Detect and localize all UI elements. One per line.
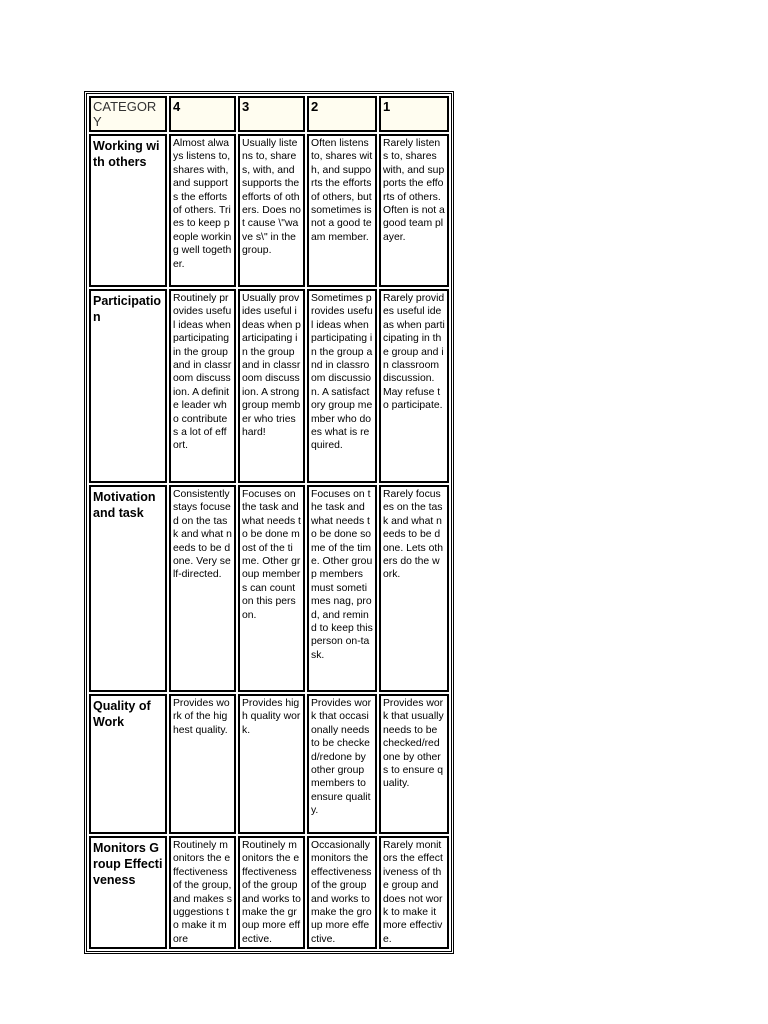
row-category: Motivation and task — [89, 485, 167, 692]
cell-level-2: Occasionally monitors the effectiveness of the group and works to make the group more effective. — [307, 836, 377, 949]
cell-level-3: Usually listens to, shares, with, and supports the efforts of others. Does not cause \"wave s\" in the group. — [238, 134, 305, 287]
cell-level-1: Rarely monitors the effectiveness of the group and does not work to make it more effective. — [379, 836, 449, 949]
cell-level-1: Provides work that usually needs to be checked/redone by others to ensure quality. — [379, 694, 449, 834]
row-category: Working with others — [89, 134, 167, 287]
cell-level-3: Focuses on the task and what needs to be done most of the time. Other group members can count on this person. — [238, 485, 305, 692]
table-row — [89, 485, 449, 692]
header-category: CATEGORY — [89, 96, 167, 132]
cell-level-1: Rarely provides useful ideas when participating in the group and in classroom discussion. May refuse to participate. — [379, 289, 449, 483]
header-row — [89, 96, 449, 132]
row-category: Participation — [89, 289, 167, 483]
cell-level-1: Rarely focuses on the task and what needs to be done. Lets others do the work. — [379, 485, 449, 692]
table-row — [89, 134, 449, 287]
cell-level-2: Sometimes provides useful ideas when participating in the group and in classroom discussion. A satisfactory group member who does what is required. — [307, 289, 377, 483]
cell-level-1: Rarely listens to, shares with, and supports the efforts of others. Often is not a good team player. — [379, 134, 449, 287]
cell-level-4: Consistently stays focused on the task and what needs to be done. Very self-directed. — [169, 485, 236, 692]
cell-level-3: Routinely monitors the effectiveness of the group and works to make the group more effective. — [238, 836, 305, 949]
table-row — [89, 694, 449, 834]
cell-level-2: Focuses on the task and what needs to be done some of the time. Other group members must sometimes nag, prod, and remind to keep this person on-task. — [307, 485, 377, 692]
cell-level-3: Usually provides useful ideas when participating in the group and in classroom discussion. A strong group member who tries hard! — [238, 289, 305, 483]
cell-level-4: Routinely monitors the effectiveness of the group, and makes suggestions to make it more — [169, 836, 236, 949]
header-level-4: 4 — [169, 96, 236, 132]
cell-level-3: Provides high quality work. — [238, 694, 305, 834]
cell-level-4: Provides work of the highest quality. — [169, 694, 236, 834]
cell-level-4: Almost always listens to, shares with, and supports the efforts of others. Tries to keep people working well together. — [169, 134, 236, 287]
header-level-3: 3 — [238, 96, 305, 132]
row-category: Monitors Group Effectiveness — [89, 836, 167, 949]
table-row — [89, 289, 449, 483]
header-level-1: 1 — [379, 96, 449, 132]
cell-level-2: Provides work that occasionally needs to be checked/redone by other group members to ensure quality. — [307, 694, 377, 834]
cell-level-2: Often listens to, shares with, and supports the efforts of others, but sometimes is not a good team member. — [307, 134, 377, 287]
rubric-table — [86, 93, 452, 952]
table-row — [89, 836, 449, 949]
header-level-2: 2 — [307, 96, 377, 132]
cell-level-4: Routinely provides useful ideas when participating in the group and in classroom discussion. A definite leader who contributes a lot of effort. — [169, 289, 236, 483]
row-category: Quality of Work — [89, 694, 167, 834]
